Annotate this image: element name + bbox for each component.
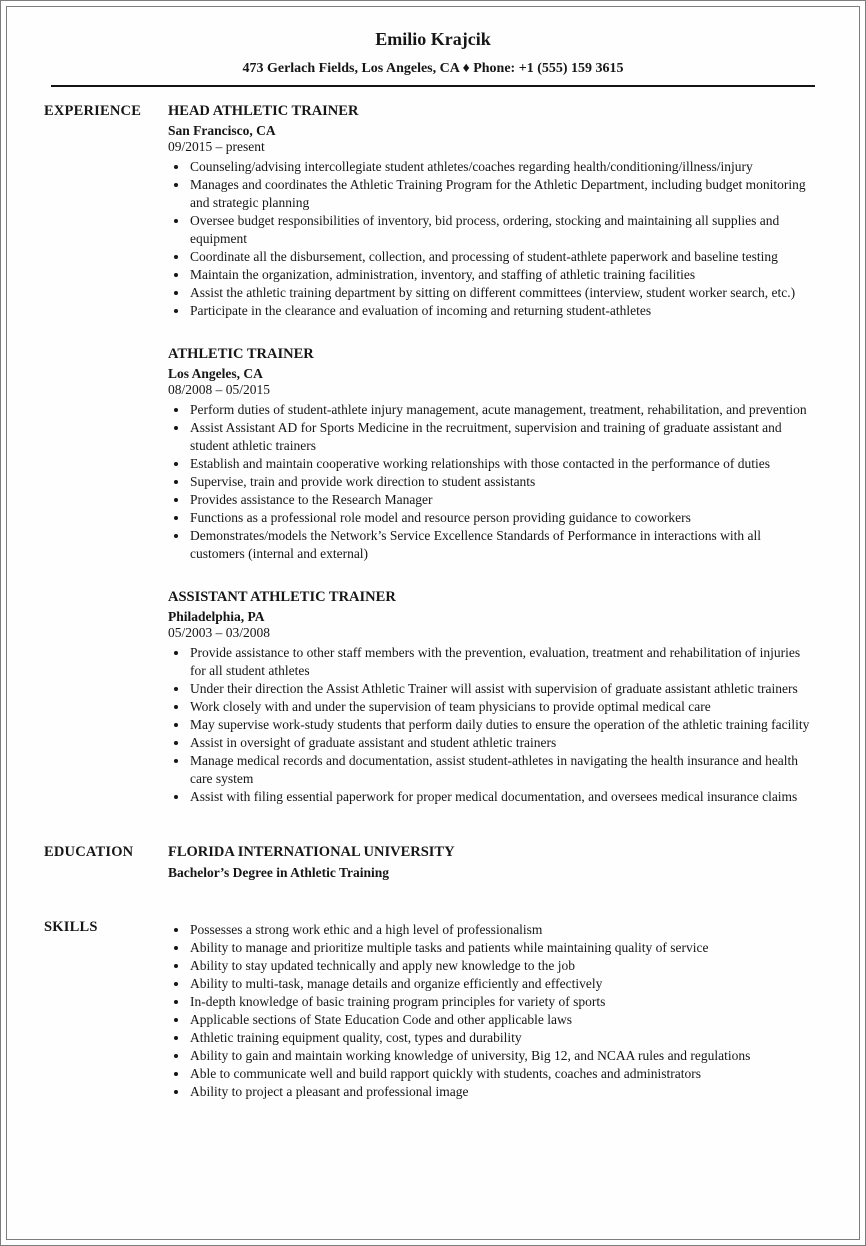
bullet-item: • Supervise, train and provide work direction to student assistants <box>189 473 815 491</box>
education-content <box>168 843 815 881</box>
bullet-item: • Perform duties of student-athlete injury management, acute management, treatment, rehabilitation, and prevention <box>189 401 815 419</box>
education-degree: Bachelor’s Degree in Athletic Training <box>168 865 389 880</box>
bullet-item: • Assist the athletic training department by sitting on different committees (interview, student worker search, etc.) <box>189 284 815 302</box>
job-bullet-list <box>168 401 815 563</box>
bullet-item: • In-depth knowledge of basic training program principles for variety of sports <box>189 993 815 1011</box>
candidate-name: Emilio Krajcik <box>375 29 491 49</box>
job-title: ATHLETIC TRAINER <box>168 346 314 362</box>
bullet-item: • Manages and coordinates the Athletic Training Program for the Athletic Department, including budget monitoring and strategic planning <box>189 176 815 212</box>
bullet-item: • Functions as a professional role model and resource person providing guidance to coworkers <box>189 509 815 527</box>
experience-content <box>168 102 815 806</box>
section-label-experience: EXPERIENCE <box>44 103 142 119</box>
resume-page-inner <box>6 6 860 1240</box>
job-bullet-list <box>168 644 815 806</box>
bullet-item: • Counseling/advising intercollegiate student athletes/coaches regarding health/conditioning/illness/injury <box>189 158 815 176</box>
job-location: San Francisco, CA <box>168 123 276 138</box>
bullet-item: • Manage medical records and documentation, assist student-athletes in navigating the health insurance and health care system <box>189 752 815 788</box>
job-entry <box>168 102 815 320</box>
section-experience <box>44 102 815 806</box>
bullet-item: • Oversee budget responsibilities of inventory, bid process, ordering, stocking and maintaining all supplies and equipment <box>189 212 815 248</box>
job-dates: 08/2008 – 05/2015 <box>168 382 271 397</box>
section-label-education: EDUCATION <box>44 844 134 860</box>
resume-body <box>7 102 859 1101</box>
bullet-item: • Ability to manage and prioritize multiple tasks and patients while maintaining quality of service <box>189 939 815 957</box>
bullet-item: • Work closely with and under the supervision of team physicians to provide optimal medical care <box>189 698 815 716</box>
education-school: FLORIDA INTERNATIONAL UNIVERSITY <box>168 844 455 860</box>
bullet-item: • Athletic training equipment quality, cost, types and durability <box>189 1029 815 1047</box>
job-dates: 05/2003 – 03/2008 <box>168 625 271 640</box>
bullet-item: • Ability to project a pleasant and professional image <box>189 1083 815 1101</box>
section-education <box>44 843 815 881</box>
section-skills <box>44 918 815 1101</box>
job-location: Philadelphia, PA <box>168 609 265 624</box>
bullet-item: • Assist in oversight of graduate assistant and student athletic trainers <box>189 734 815 752</box>
bullet-item: • Participate in the clearance and evaluation of incoming and returning student-athletes <box>189 302 815 320</box>
section-label-skills: SKILLS <box>44 919 98 935</box>
bullet-item: • Under their direction the Assist Athletic Trainer will assist with supervision of graduate assistant athletic trainers <box>189 680 815 698</box>
job-bullet-list <box>168 158 815 320</box>
job-entry <box>168 588 815 806</box>
job-dates: 09/2015 – present <box>168 139 265 154</box>
bullet-item: • Provides assistance to the Research Manager <box>189 491 815 509</box>
skills-bullet-list <box>168 921 815 1101</box>
bullet-item: • Able to communicate well and build rapport quickly with students, coaches and administrators <box>189 1065 815 1083</box>
job-title: ASSISTANT ATHLETIC TRAINER <box>168 589 396 605</box>
bullet-item: • Ability to multi-task, manage details and organize efficiently and effectively <box>189 975 815 993</box>
bullet-item: • Ability to stay updated technically and apply new knowledge to the job <box>189 957 815 975</box>
bullet-item: • Provide assistance to other staff members with the prevention, evaluation, treatment and rehabilitation of injuries for all student athletes <box>189 644 815 680</box>
bullet-item: • Applicable sections of State Education Code and other applicable laws <box>189 1011 815 1029</box>
bullet-item: • Assist Assistant AD for Sports Medicine in the recruitment, supervision and training of graduate assistant and student athletic trainers <box>189 419 815 455</box>
job-location: Los Angeles, CA <box>168 366 263 381</box>
bullet-item: • Establish and maintain cooperative working relationships with those contacted in the performance of duties <box>189 455 815 473</box>
bullet-item: • May supervise work-study students that perform daily duties to ensure the operation of the athletic training facility <box>189 716 815 734</box>
contact-line: 473 Gerlach Fields, Los Angeles, CA ♦ Phone: +1 (555) 159 3615 <box>242 61 624 76</box>
bullet-item: • Coordinate all the disbursement, collection, and processing of student-athlete paperwork and baseline testing <box>189 248 815 266</box>
skills-content <box>168 918 815 1101</box>
job-title: HEAD ATHLETIC TRAINER <box>168 103 359 119</box>
bullet-item: • Ability to gain and maintain working knowledge of university, Big 12, and NCAA rules and regulations <box>189 1047 815 1065</box>
bullet-item: • Maintain the organization, administration, inventory, and staffing of athletic training facilities <box>189 266 815 284</box>
header-divider <box>51 85 815 87</box>
job-entry <box>168 345 815 563</box>
bullet-item: • Assist with filing essential paperwork for proper medical documentation, and oversees medical insurance claims <box>189 788 815 806</box>
bullet-item: • Possesses a strong work ethic and a high level of professionalism <box>189 921 815 939</box>
bullet-item: • Demonstrates/models the Network’s Service Excellence Standards of Performance in interactions with all customers (internal and external) <box>189 527 815 563</box>
